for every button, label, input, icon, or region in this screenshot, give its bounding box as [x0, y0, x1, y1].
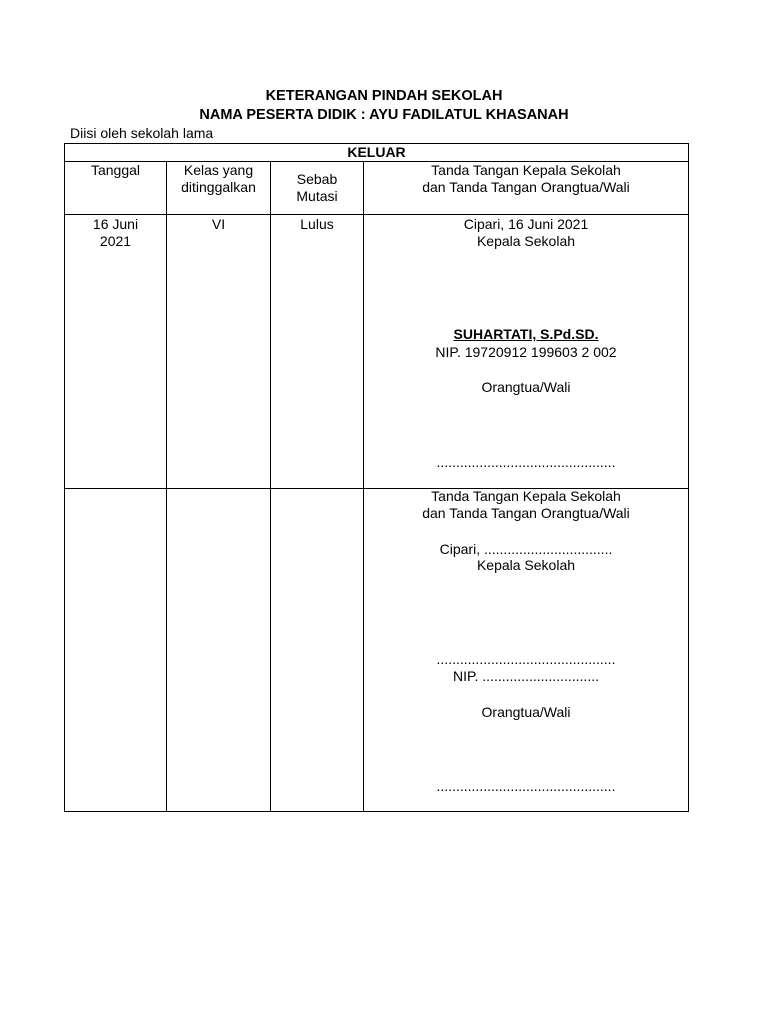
section-title: KELUAR	[347, 144, 406, 160]
row1-guardian-label: Orangtua/Wali	[481, 379, 571, 395]
column-header-signature	[364, 162, 688, 196]
principal-name: SUHARTATI, S.Pd.SD.	[453, 326, 599, 342]
row1-date-line2: 2021	[99, 233, 132, 249]
row2-principal-signature-line: ..............................................	[436, 651, 616, 667]
column-header-signature-line2: dan Tanda Tangan Orangtua/Wali	[422, 179, 630, 195]
column-header-signature-line1: Tanda Tangan Kepala Sekolah	[431, 162, 621, 178]
column-header-class-line2: ditinggalkan	[181, 179, 256, 195]
column-header-class	[167, 162, 270, 196]
row2-guardian-signature-line: ..............................................	[436, 778, 616, 794]
column-header-date: Tanggal	[90, 162, 141, 178]
row2-guardian-label: Orangtua/Wali	[481, 704, 571, 720]
row2-place-date: Cipari, .................................	[439, 541, 613, 557]
column-header-reason-line2: Mutasi	[296, 188, 338, 204]
filled-by-note: Diisi oleh sekolah lama	[70, 125, 214, 141]
student-name-line: NAMA PESERTA DIDIK : AYU FADILATUL KHASANAH	[199, 107, 569, 123]
row2-heading-line1: Tanda Tangan Kepala Sekolah	[431, 488, 621, 504]
transfer-table	[64, 143, 689, 812]
row1-date	[65, 216, 166, 250]
row2-nip: NIP. ..............................	[452, 668, 599, 684]
column-divider-1	[166, 161, 167, 811]
row1-class: VI	[211, 216, 226, 232]
row1-reason: Lulus	[300, 216, 334, 232]
document-title: KETERANGAN PINDAH SEKOLAH	[265, 88, 503, 104]
principal-nip: NIP. 19720912 199603 2 002	[435, 344, 617, 360]
row1-role: Kepala Sekolah	[476, 233, 576, 249]
row2-heading-line2: dan Tanda Tangan Orangtua/Wali	[422, 505, 630, 521]
column-header-divider	[65, 214, 688, 215]
column-divider-2	[270, 161, 271, 811]
row2-signature-heading	[364, 488, 688, 522]
row1-date-line1: 16 Juni	[92, 216, 139, 232]
row1-guardian-signature-line: ..............................................	[436, 454, 616, 470]
column-header-reason-line1: Sebab	[296, 171, 338, 187]
row1-place-date: Cipari, 16 Juni 2021	[463, 216, 589, 232]
column-header-class-line1: Kelas yang	[183, 162, 254, 178]
row2-role: Kepala Sekolah	[476, 557, 576, 573]
column-header-reason	[271, 171, 363, 205]
